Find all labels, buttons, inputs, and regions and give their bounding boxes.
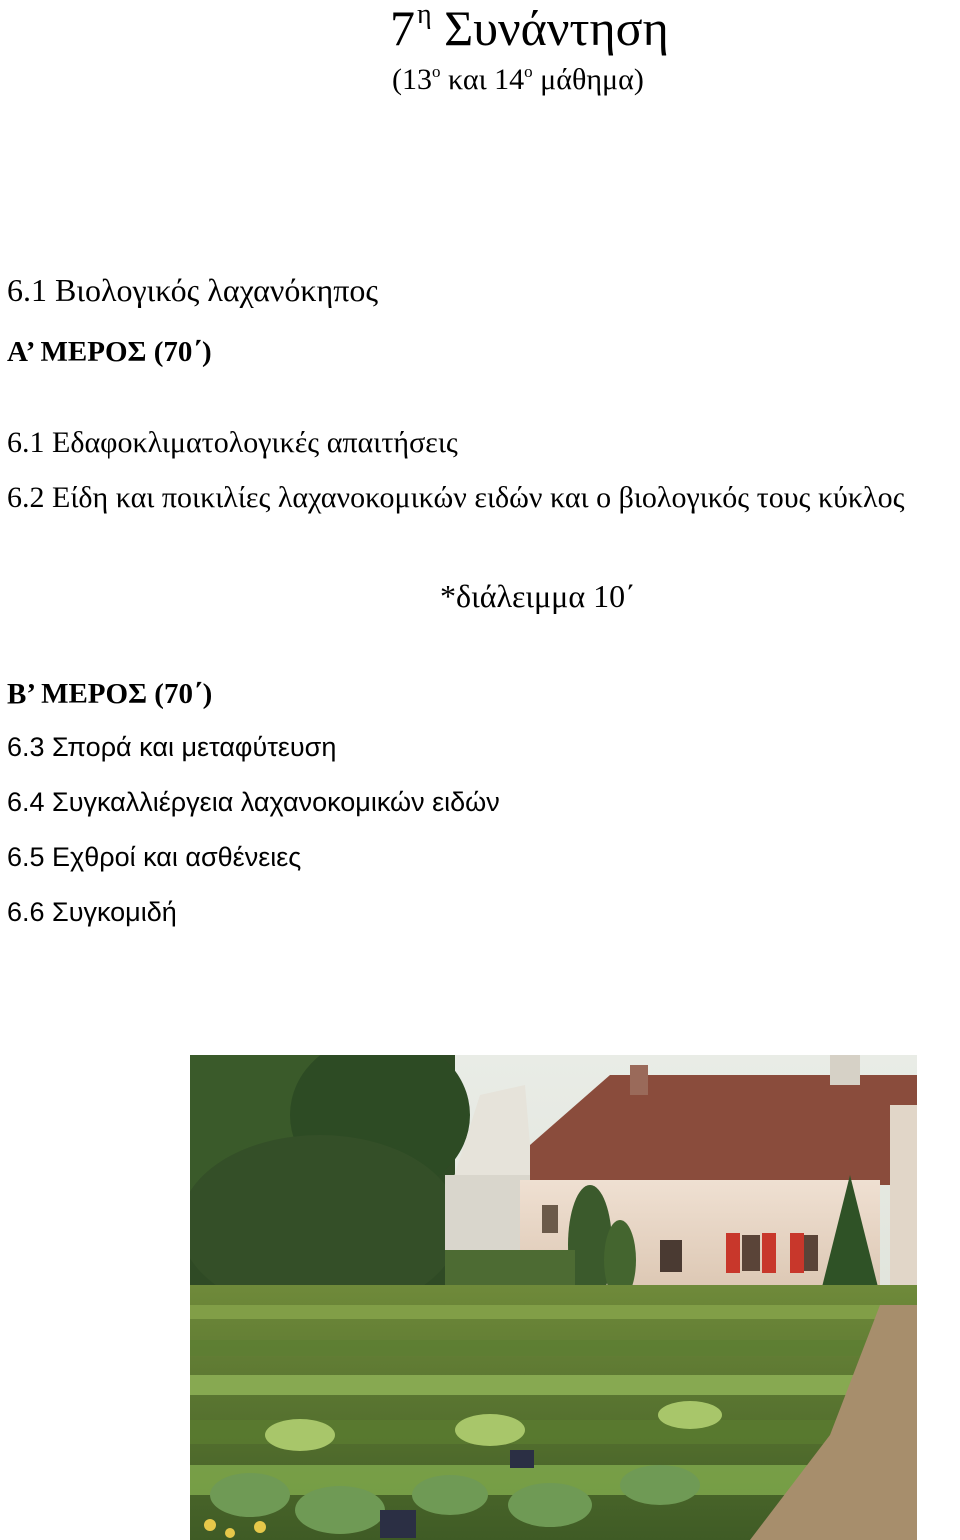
part-a-item: 6.2 Είδη και ποικιλίες λαχανοκομικών ειδών και ο βιολογικός τους κύκλος: [7, 481, 905, 514]
subtitle-sup: ο: [432, 62, 441, 81]
part-b-item: 6.3 Σπορά και μεταφύτευση: [7, 732, 337, 762]
page-title: [390, 0, 669, 65]
vegetable-garden-photo: [190, 1055, 917, 1540]
subtitle-part: μάθημα): [532, 63, 644, 96]
title-number: 7: [390, 0, 415, 56]
break-note: *διάλειμμα 10΄: [440, 578, 636, 614]
page-subtitle: [392, 60, 644, 104]
part-a-item: 6.1 Εδαφοκλιματολογικές απαιτήσεις: [7, 426, 458, 459]
part-b-label: Β’ ΜΕΡΟΣ (70΄): [7, 678, 213, 710]
part-b-item: 6.5 Εχθροί και ασθένειες: [7, 842, 302, 872]
subtitle-sup: ο: [524, 62, 533, 81]
part-b-item: 6.4 Συγκαλλιέργεια λαχανοκομικών ειδών: [7, 787, 500, 817]
part-a-label: Α’ ΜΕΡΟΣ (70΄): [7, 336, 212, 368]
title-word: Συνάντηση: [444, 0, 669, 56]
title-superscript: η: [417, 0, 432, 30]
section-heading: 6.1 Βιολογικός λαχανόκηπος: [7, 272, 379, 308]
subtitle-part: (13: [392, 63, 432, 96]
subtitle-part: και 14: [440, 63, 525, 96]
part-b-item: 6.6 Συγκομιδή: [7, 897, 177, 927]
